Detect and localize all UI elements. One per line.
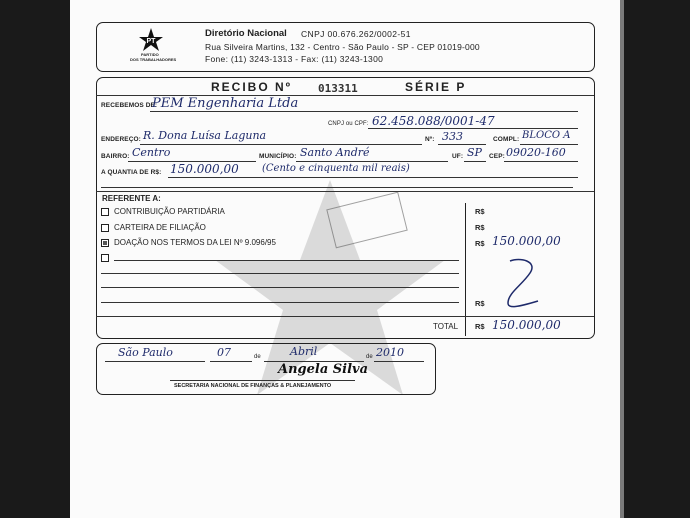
blank-line-3	[101, 302, 459, 303]
dash-mark-icon	[500, 255, 546, 310]
compl-line	[520, 144, 578, 145]
cep-line	[504, 161, 578, 162]
rs-label-4: R$	[475, 299, 485, 308]
day-line	[210, 361, 252, 362]
logo-subtitle-2: DOS TRABALHADORES	[130, 57, 177, 62]
uf-value: SP	[467, 146, 482, 159]
footer-day: 07	[217, 346, 231, 359]
recebemos-value: PEM Engenharia Ltda	[152, 96, 299, 111]
page-edge-shadow	[620, 0, 624, 518]
org-cnpj: CNPJ 00.676.262/0002-51	[301, 29, 411, 39]
cnpj-value: 62.458.088/0001-47	[372, 114, 495, 128]
carteira-label: CARTEIRA DE FILIAÇÃO	[114, 223, 206, 232]
contribuicao-label: CONTRIBUIÇÃO PARTIDÁRIA	[114, 207, 225, 216]
contribuicao-checkbox[interactable]	[101, 208, 109, 216]
compl-value: BLOCO A	[522, 130, 571, 141]
svg-text:PT: PT	[146, 38, 156, 45]
secretaria-label: SECRETARIA NACIONAL DE FINANÇAS & PLANEJAMENTO	[174, 383, 332, 389]
cep-label: CEP:	[489, 153, 505, 160]
footer-de-2: de	[366, 354, 373, 360]
quantia-extenso: (Cento e cinquenta mil reais)	[262, 163, 410, 174]
org-address: Rua Silveira Martins, 132 - Centro - São Paulo - SP - CEP 01019-000	[205, 42, 480, 52]
compl-label: COMPL:	[493, 136, 520, 143]
referente-top-line	[96, 191, 594, 192]
footer-de-1: de	[254, 354, 261, 360]
cnpj-line	[368, 128, 578, 129]
cnpj-label: CNPJ ou CPF:	[328, 121, 369, 127]
recebemos-label: RECEBEMOS DE:	[101, 102, 158, 109]
municipio-value: Santo André	[300, 146, 370, 159]
org-name: Diretório Nacional	[205, 28, 287, 39]
uf-line	[464, 161, 486, 162]
blank-line-1	[101, 273, 459, 274]
quantia-line-2	[101, 187, 573, 188]
receipt-number: 013311	[318, 82, 358, 95]
uf-label: UF:	[452, 153, 464, 160]
rs-label-1: R$	[475, 207, 485, 216]
city-line	[105, 361, 205, 362]
signature: Angela Silva	[278, 362, 369, 377]
donation-value: 150.000,00	[492, 234, 561, 248]
receipt-series: SÉRIE P	[405, 80, 467, 94]
municipio-label: MUNICÍPIO:	[259, 153, 297, 160]
footer-year: 2010	[376, 346, 404, 359]
doacao-checkbox[interactable]	[101, 239, 109, 247]
rs-label-3: R$	[475, 239, 485, 248]
year-line	[374, 361, 424, 362]
endereco-label: ENDEREÇO:	[101, 136, 141, 143]
rs-label-2: R$	[475, 223, 485, 232]
footer-city: São Paulo	[118, 346, 173, 359]
endereco-value: R. Dona Luísa Laguna	[143, 129, 267, 142]
footer-month: Abril	[290, 345, 318, 358]
cep-value: 09020-160	[506, 146, 566, 159]
num-label: Nº:	[425, 136, 435, 143]
quantia-line	[168, 177, 578, 178]
total-value: 150.000,00	[492, 318, 561, 332]
other-line	[114, 260, 459, 261]
total-top-line	[96, 316, 594, 317]
receipt-title: RECIBO Nº	[211, 80, 293, 94]
endereco-line	[140, 144, 422, 145]
num-value: 333	[442, 130, 463, 143]
total-label: TOTAL	[433, 322, 459, 331]
bairro-label: BAIRRO:	[101, 153, 130, 160]
bairro-value: Centro	[132, 146, 171, 159]
logo-subtitle-1: PARTIDO	[141, 52, 159, 57]
municipio-line	[296, 161, 448, 162]
carteira-checkbox[interactable]	[101, 224, 109, 232]
org-phones: Fone: (11) 3243-1313 - Fax: (11) 3243-1300	[205, 54, 384, 64]
other-checkbox[interactable]	[101, 254, 109, 262]
quantia-label: A QUANTIA DE R$:	[101, 169, 162, 176]
recebemos-line	[150, 111, 578, 112]
blank-line-2	[101, 287, 459, 288]
referente-title: REFERENTE A:	[102, 194, 161, 203]
total-rs-label: R$	[475, 322, 485, 331]
num-line	[438, 144, 486, 145]
signature-line	[170, 380, 355, 381]
star-logo-icon	[138, 27, 164, 53]
quantia-value: 150.000,00	[170, 162, 239, 176]
doacao-label: DOAÇÃO NOS TERMOS DA LEI Nº 9.096/95	[114, 238, 276, 247]
